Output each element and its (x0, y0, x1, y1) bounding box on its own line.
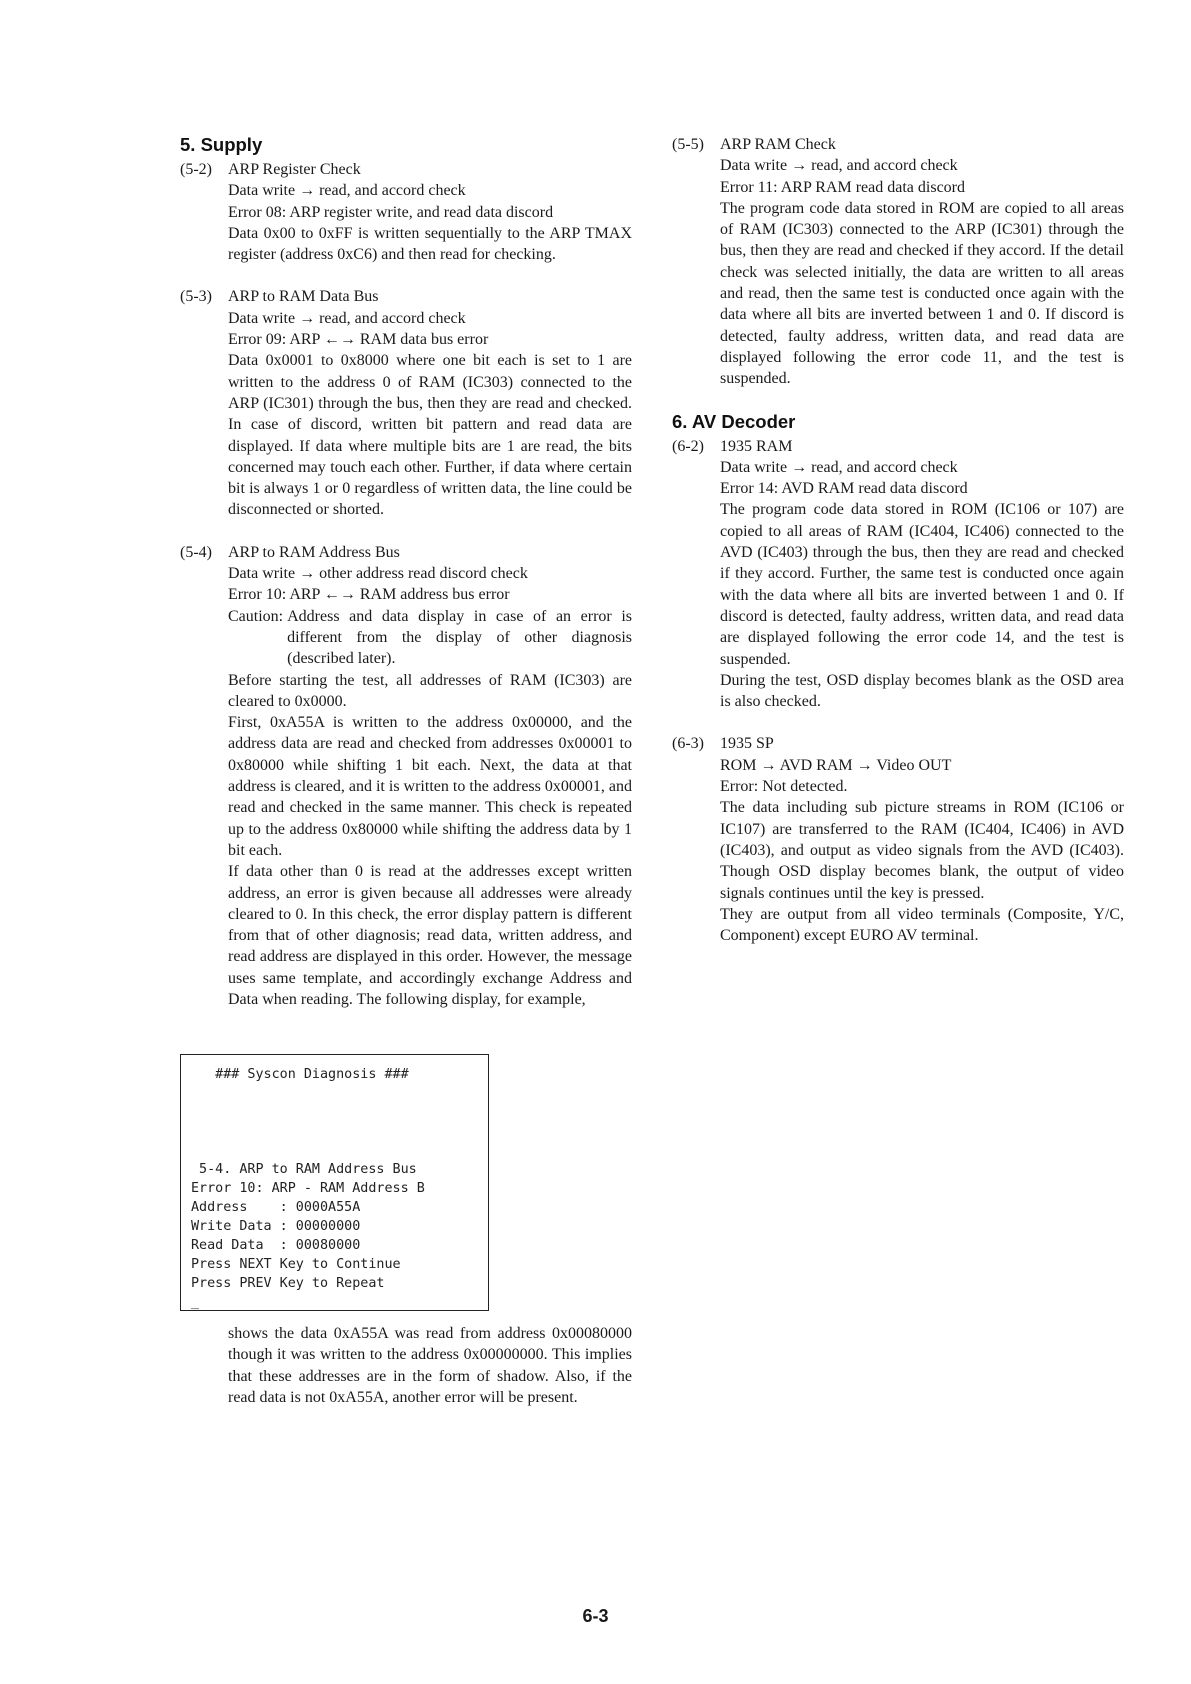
item-line: Data write → read, and accord check (228, 309, 466, 327)
item-title: 1935 SP (720, 735, 774, 753)
screen-cursor: _ (191, 1295, 200, 1310)
item-description: The program code data stored in ROM (IC106 or 107) are copied to all areas of RAM (IC404, IC406) connected to the AVD (IC403) through the bus, then they are read and checked if they accord. Further, the same test is conducted once again with the data where all bits are inverted between 1 and 0. If discord is detected, faulty address, written data, and read data are displayed following the error code 14, and the test is suspended. (720, 501, 1124, 668)
left-column (180, 134, 632, 1031)
item-6-3 (672, 733, 1124, 946)
error-line: Error 14: AVD RAM read data discord (720, 480, 968, 498)
item-line: Data write → read, and accord check (720, 157, 958, 175)
screen-line: Write Data : 00000000 (191, 1219, 361, 1234)
item-title: 1935 RAM (720, 437, 793, 455)
item-description: Data 0x0001 to 0x8000 where one bit each is set to 1 are written to the address 0 of RAM (IC303) connected to the ARP (IC301) through the bus, then they are read and checked. In case of discord, written bit pattern and read data are displayed. If data where multiple bits are 1 are read, the bits concerned may touch each other. Further, if data where certain bit is always 1 or 0 regardless of written data, the line could be disconnected or shorted. (228, 352, 632, 519)
right-column (672, 134, 1124, 967)
item-title: ARP Register Check (228, 161, 361, 178)
screen-line: 5-4. ARP to RAM Address Bus (191, 1162, 417, 1177)
page-number: 6-3 (582, 1606, 609, 1626)
error-line: Error 09: ARP ←→ RAM data bus error (228, 331, 489, 349)
item-line: Data write → read, and accord check (720, 458, 958, 476)
item-description: If data other than 0 is read at the addresses except written address, an error is given because all addresses were already cleared to 0. In this check, the error display pattern is different from that of other diagnosis; read data, written address, and read address are displayed in this order. However, the message uses same template, and accordingly exchange Address and Data when reading. The following display, for example, (228, 863, 632, 1008)
item-description: The program code data stored in ROM are copied to all areas of RAM (IC303) connected to the ARP (IC301) through the bus, then they are read and checked if they accord. If the detail check was selected initially, the data are written to all areas and read, then the same test is conducted once again with the data where all bits are inverted between 1 and 0. If discord is detected, faulty address, written data, and read data are displayed following the error code 11, and the test is suspended. (720, 199, 1124, 388)
section-heading-supply: 5. Supply (180, 134, 263, 155)
caution-text: Address and data display in case of an error is different from the display of other diagnosis (described later). (287, 607, 632, 668)
item-description: The data including sub picture streams in ROM (IC106 or IC107) are transferred to the RAM (IC404, IC406) in AVD (IC403), and output as video signals from the AVD (IC403). Though OSD display becomes blank, the output of video signals continues until the key is pressed. (720, 799, 1124, 902)
item-6-2 (672, 436, 1124, 713)
screen-line: Error 10: ARP - RAM Address B (191, 1181, 425, 1196)
item-title: ARP RAM Check (720, 136, 836, 153)
item-description: First, 0xA55A is written to the address 0x00000, and the address data are read and checked from addresses 0x00001 to 0x80000 while shifting 1 bit each. Next, the data at that address is cleared, and it is written to the address 0x00001, and read and checked in the same manner. This check is repeated up to the address 0x80000 while shifting the address data by 1 bit each. (228, 714, 632, 859)
item-number: (5-3) (180, 288, 212, 306)
item-description: Data 0x00 to 0xFF is written sequentially to the ARP TMAX register (address 0xC6) and then read for checking. (228, 224, 632, 264)
item-number: (5-2) (180, 161, 212, 178)
item-5-4 (180, 542, 632, 1011)
screen-line: Press NEXT Key to Continue (191, 1257, 401, 1272)
error-line: Error 10: ARP ←→ RAM address bus error (228, 586, 510, 604)
item-5-2 (180, 159, 632, 265)
item-description: During the test, OSD display becomes blank as the OSD area is also checked. (720, 671, 1124, 711)
item-description: Before starting the test, all addresses of RAM (IC303) are cleared to 0x0000. (228, 671, 632, 710)
error-line: Error: Not detected. (720, 778, 848, 796)
item-number: (5-5) (672, 136, 704, 153)
item-description: They are output from all video terminals (Composite, Y/C, Component) except EURO AV terminal. (720, 905, 1124, 945)
caution-label: Caution: (228, 607, 284, 625)
after-screen-text (228, 1323, 632, 1408)
item-number: (6-3) (672, 735, 704, 753)
paragraph: shows the data 0xA55A was read from address 0x00080000 though it was written to the address 0x00000000. This implies that these addresses are in the form of shadow. Also, if the read data is not 0xA55A, another error will be present. (228, 1325, 632, 1406)
screen-line: Press PREV Key to Repeat (191, 1276, 385, 1291)
screen-line: Read Data : 00080000 (191, 1238, 361, 1253)
item-line: Data write → other address read discord check (228, 565, 528, 583)
item-title: ARP to RAM Data Bus (228, 288, 379, 306)
item-number: (5-4) (180, 543, 212, 561)
screen-line: Address : 0000A55A (191, 1200, 361, 1215)
item-number: (6-2) (672, 437, 704, 455)
item-title: ARP to RAM Address Bus (228, 543, 400, 561)
item-line: ROM → AVD RAM → Video OUT (720, 756, 952, 774)
screen-title: ### Syscon Diagnosis ### (191, 1067, 409, 1082)
caution-note (228, 606, 632, 670)
item-line: Data write → read, and accord check (228, 182, 466, 200)
error-line: Error 11: ARP RAM read data discord (720, 178, 965, 196)
section-heading-av-decoder: 6. AV Decoder (672, 410, 796, 432)
diagnosis-screen-example (180, 1054, 489, 1311)
error-line: Error 08: ARP register write, and read data discord (228, 203, 554, 221)
item-5-3 (180, 286, 632, 520)
item-5-5 (672, 134, 1124, 390)
